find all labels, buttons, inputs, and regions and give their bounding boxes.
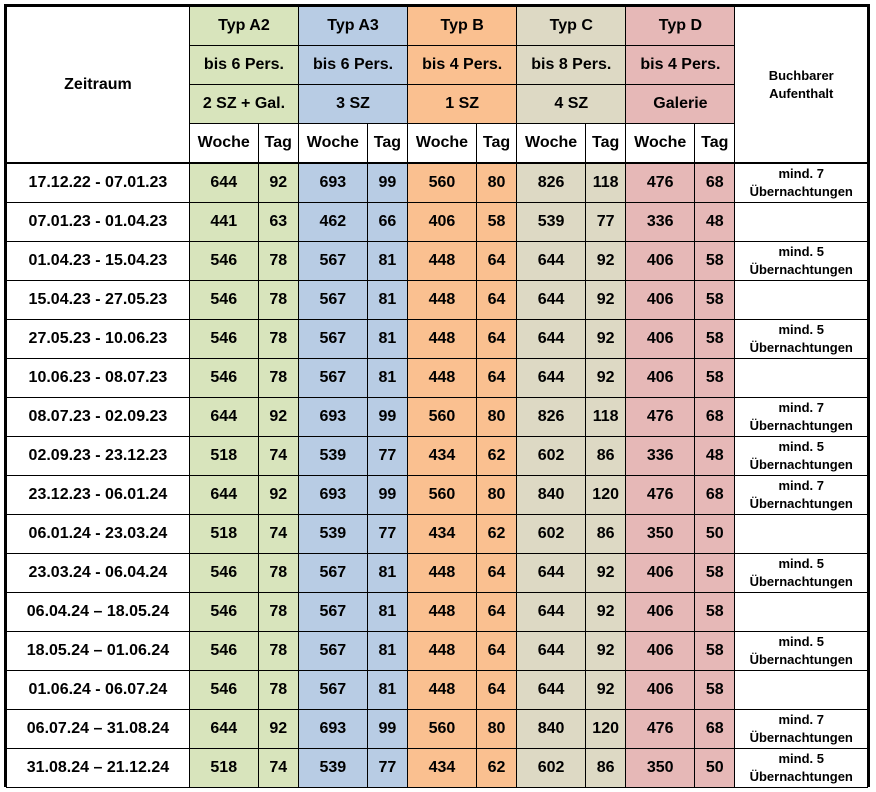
price-table — [6, 6, 868, 788]
price-tag-b: 64 — [476, 593, 516, 632]
price-tag-a2: 74 — [258, 437, 298, 476]
period-cell: 01.06.24 - 06.07.24 — [7, 671, 190, 710]
price-tag-a3: 66 — [367, 203, 407, 242]
price-woche-b: 448 — [408, 554, 477, 593]
price-tag-d: 58 — [695, 593, 735, 632]
price-woche-a2: 546 — [189, 281, 258, 320]
price-woche-a3: 693 — [299, 710, 368, 749]
price-woche-d: 336 — [626, 437, 695, 476]
period-cell: 08.07.23 - 02.09.23 — [7, 398, 190, 437]
table-row — [7, 476, 868, 515]
price-woche-b: 406 — [408, 203, 477, 242]
period-cell: 06.04.24 – 18.05.24 — [7, 593, 190, 632]
table-row — [7, 593, 868, 632]
price-woche-a2: 518 — [189, 515, 258, 554]
stay-note-cell — [735, 593, 868, 632]
type-name-a3: Typ A3 — [299, 7, 408, 46]
price-tag-a3: 81 — [367, 671, 407, 710]
price-woche-d: 406 — [626, 281, 695, 320]
price-woche-a2: 546 — [189, 593, 258, 632]
price-woche-d: 406 — [626, 554, 695, 593]
stay-note-cell — [735, 163, 868, 203]
price-tag-b: 64 — [476, 320, 516, 359]
price-tag-d: 68 — [695, 398, 735, 437]
table-row — [7, 749, 868, 788]
price-tag-c: 92 — [585, 554, 625, 593]
woche-header: Woche — [189, 124, 258, 164]
price-woche-b: 448 — [408, 320, 477, 359]
price-woche-d: 406 — [626, 359, 695, 398]
price-woche-d: 350 — [626, 749, 695, 788]
price-woche-a2: 644 — [189, 163, 258, 203]
stay-note-label: Übernachtungen — [749, 418, 853, 433]
price-woche-a3: 567 — [299, 242, 368, 281]
price-woche-c: 644 — [517, 593, 586, 632]
price-woche-a3: 462 — [299, 203, 368, 242]
period-cell: 23.03.24 - 06.04.24 — [7, 554, 190, 593]
price-woche-d: 406 — [626, 242, 695, 281]
table-row — [7, 359, 868, 398]
price-tag-b: 62 — [476, 437, 516, 476]
price-tag-a2: 78 — [258, 671, 298, 710]
stay-note-cell — [735, 242, 868, 281]
price-tag-d: 68 — [695, 163, 735, 203]
stay-note-cell — [735, 281, 868, 320]
price-woche-c: 644 — [517, 671, 586, 710]
stay-note-label: Übernachtungen — [749, 652, 853, 667]
price-woche-a3: 567 — [299, 632, 368, 671]
period-cell: 07.01.23 - 01.04.23 — [7, 203, 190, 242]
price-woche-d: 476 — [626, 476, 695, 515]
price-tag-b: 80 — [476, 710, 516, 749]
price-woche-a2: 644 — [189, 398, 258, 437]
price-tag-a3: 81 — [367, 359, 407, 398]
price-tag-c: 120 — [585, 476, 625, 515]
type-persons-c: bis 8 Pers. — [517, 46, 626, 85]
price-woche-a2: 518 — [189, 749, 258, 788]
stay-note-cell — [735, 398, 868, 437]
stay-note-min-nights: mind. 5 — [778, 556, 824, 571]
price-tag-c: 118 — [585, 398, 625, 437]
period-cell: 27.05.23 - 10.06.23 — [7, 320, 190, 359]
type-rooms-a3: 3 SZ — [299, 85, 408, 124]
stay-note-label: Übernachtungen — [749, 730, 853, 745]
type-persons-a2: bis 6 Pers. — [189, 46, 298, 85]
stay-note-min-nights: mind. 7 — [778, 478, 824, 493]
price-tag-a2: 92 — [258, 398, 298, 437]
price-tag-d: 50 — [695, 749, 735, 788]
tag-header: Tag — [367, 124, 407, 164]
price-tag-d: 58 — [695, 242, 735, 281]
price-tag-a2: 92 — [258, 710, 298, 749]
period-cell: 01.04.23 - 15.04.23 — [7, 242, 190, 281]
price-tag-a2: 92 — [258, 476, 298, 515]
price-woche-b: 434 — [408, 749, 477, 788]
price-woche-a3: 539 — [299, 515, 368, 554]
price-tag-d: 50 — [695, 515, 735, 554]
period-cell: 06.01.24 - 23.03.24 — [7, 515, 190, 554]
price-woche-a2: 644 — [189, 476, 258, 515]
price-woche-a3: 539 — [299, 749, 368, 788]
price-tag-a3: 81 — [367, 632, 407, 671]
stay-note-cell — [735, 320, 868, 359]
period-cell: 17.12.22 - 07.01.23 — [7, 163, 190, 203]
price-woche-a2: 546 — [189, 554, 258, 593]
price-woche-a2: 644 — [189, 710, 258, 749]
price-tag-c: 92 — [585, 242, 625, 281]
price-woche-c: 644 — [517, 359, 586, 398]
price-tag-d: 58 — [695, 554, 735, 593]
price-woche-c: 644 — [517, 632, 586, 671]
tag-header: Tag — [476, 124, 516, 164]
price-tag-a2: 78 — [258, 632, 298, 671]
price-tag-c: 77 — [585, 203, 625, 242]
price-tag-c: 86 — [585, 515, 625, 554]
price-woche-d: 476 — [626, 163, 695, 203]
stay-note-cell — [735, 515, 868, 554]
price-woche-c: 644 — [517, 554, 586, 593]
stay-note-min-nights: mind. 5 — [778, 244, 824, 259]
price-woche-c: 826 — [517, 398, 586, 437]
price-woche-a3: 539 — [299, 437, 368, 476]
woche-header: Woche — [408, 124, 477, 164]
price-tag-a2: 78 — [258, 242, 298, 281]
price-woche-d: 336 — [626, 203, 695, 242]
stay-note-cell — [735, 710, 868, 749]
tag-header: Tag — [258, 124, 298, 164]
price-tag-c: 86 — [585, 437, 625, 476]
type-name-a2: Typ A2 — [189, 7, 298, 46]
price-tag-d: 58 — [695, 281, 735, 320]
price-woche-d: 476 — [626, 710, 695, 749]
price-woche-b: 448 — [408, 242, 477, 281]
period-cell: 06.07.24 – 31.08.24 — [7, 710, 190, 749]
price-tag-d: 68 — [695, 710, 735, 749]
stay-note-cell — [735, 437, 868, 476]
type-name-d: Typ D — [626, 7, 735, 46]
price-tag-a3: 81 — [367, 242, 407, 281]
stay-note-min-nights: mind. 7 — [778, 166, 824, 181]
price-woche-a3: 693 — [299, 398, 368, 437]
price-tag-a3: 81 — [367, 320, 407, 359]
stay-note-cell — [735, 359, 868, 398]
type-rooms-c: 4 SZ — [517, 85, 626, 124]
price-woche-a2: 546 — [189, 320, 258, 359]
price-woche-b: 560 — [408, 398, 477, 437]
price-tag-c: 92 — [585, 632, 625, 671]
price-woche-b: 560 — [408, 163, 477, 203]
stay-note-cell — [735, 671, 868, 710]
price-tag-b: 62 — [476, 515, 516, 554]
period-cell: 15.04.23 - 27.05.23 — [7, 281, 190, 320]
price-woche-a3: 693 — [299, 163, 368, 203]
price-woche-a3: 567 — [299, 554, 368, 593]
price-tag-b: 64 — [476, 281, 516, 320]
price-tag-c: 86 — [585, 749, 625, 788]
table-row — [7, 554, 868, 593]
price-woche-a3: 567 — [299, 320, 368, 359]
price-tag-a2: 78 — [258, 281, 298, 320]
price-tag-a3: 99 — [367, 710, 407, 749]
type-persons-b: bis 4 Pers. — [408, 46, 517, 85]
price-woche-d: 406 — [626, 632, 695, 671]
price-woche-b: 448 — [408, 632, 477, 671]
price-tag-a3: 77 — [367, 749, 407, 788]
price-woche-b: 448 — [408, 359, 477, 398]
price-tag-c: 92 — [585, 320, 625, 359]
stay-note-label: Übernachtungen — [749, 574, 853, 589]
price-woche-d: 406 — [626, 320, 695, 359]
price-woche-a2: 546 — [189, 632, 258, 671]
price-woche-b: 448 — [408, 671, 477, 710]
price-tag-b: 64 — [476, 632, 516, 671]
price-tag-c: 92 — [585, 593, 625, 632]
price-tag-d: 48 — [695, 437, 735, 476]
price-tag-c: 120 — [585, 710, 625, 749]
price-tag-a3: 81 — [367, 593, 407, 632]
stay-note-cell — [735, 632, 868, 671]
price-woche-c: 602 — [517, 749, 586, 788]
stay-note-min-nights: mind. 7 — [778, 712, 824, 727]
price-tag-b: 80 — [476, 163, 516, 203]
table-body — [7, 163, 868, 788]
table-row — [7, 242, 868, 281]
type-persons-d: bis 4 Pers. — [626, 46, 735, 85]
table-row — [7, 515, 868, 554]
price-woche-c: 539 — [517, 203, 586, 242]
price-tag-c: 92 — [585, 281, 625, 320]
table-row — [7, 671, 868, 710]
woche-header: Woche — [299, 124, 368, 164]
period-cell: 10.06.23 - 08.07.23 — [7, 359, 190, 398]
type-name-c: Typ C — [517, 7, 626, 46]
price-woche-c: 826 — [517, 163, 586, 203]
buchbarer-aufenthalt-header: Buchbarer Aufenthalt — [735, 7, 868, 164]
price-tag-d: 58 — [695, 632, 735, 671]
tag-header: Tag — [585, 124, 625, 164]
price-tag-a3: 99 — [367, 476, 407, 515]
price-woche-a2: 518 — [189, 437, 258, 476]
stay-note-label: Übernachtungen — [749, 496, 853, 511]
price-woche-d: 350 — [626, 515, 695, 554]
price-tag-a3: 77 — [367, 437, 407, 476]
table-row — [7, 437, 868, 476]
stay-note-label: Übernachtungen — [749, 262, 853, 277]
price-woche-a3: 567 — [299, 593, 368, 632]
table-row — [7, 632, 868, 671]
stay-note-label: Übernachtungen — [749, 340, 853, 355]
stay-note-cell — [735, 476, 868, 515]
price-tag-a3: 99 — [367, 398, 407, 437]
price-woche-a3: 567 — [299, 359, 368, 398]
price-tag-c: 92 — [585, 359, 625, 398]
price-tag-a2: 78 — [258, 359, 298, 398]
table-header — [7, 7, 868, 164]
stay-note-min-nights: mind. 5 — [778, 322, 824, 337]
price-woche-c: 602 — [517, 515, 586, 554]
price-tag-d: 48 — [695, 203, 735, 242]
price-tag-b: 80 — [476, 398, 516, 437]
price-woche-d: 476 — [626, 398, 695, 437]
price-tag-a2: 74 — [258, 515, 298, 554]
price-tag-d: 58 — [695, 359, 735, 398]
price-woche-a3: 567 — [299, 281, 368, 320]
table-row — [7, 710, 868, 749]
woche-header: Woche — [626, 124, 695, 164]
price-tag-b: 64 — [476, 554, 516, 593]
price-tag-b: 64 — [476, 359, 516, 398]
stay-note-min-nights: mind. 5 — [778, 751, 824, 766]
price-woche-b: 448 — [408, 593, 477, 632]
stay-note-min-nights: mind. 5 — [778, 439, 824, 454]
price-woche-b: 448 — [408, 281, 477, 320]
price-tag-c: 92 — [585, 671, 625, 710]
woche-header: Woche — [517, 124, 586, 164]
price-tag-a3: 81 — [367, 554, 407, 593]
table-row — [7, 281, 868, 320]
price-tag-b: 80 — [476, 476, 516, 515]
period-cell: 02.09.23 - 23.12.23 — [7, 437, 190, 476]
price-tag-a2: 78 — [258, 554, 298, 593]
stay-note-label: Übernachtungen — [749, 769, 853, 784]
price-tag-b: 58 — [476, 203, 516, 242]
type-rooms-b: 1 SZ — [408, 85, 517, 124]
price-woche-a2: 546 — [189, 242, 258, 281]
type-rooms-d: Galerie — [626, 85, 735, 124]
type-name-b: Typ B — [408, 7, 517, 46]
price-woche-b: 560 — [408, 710, 477, 749]
price-tag-a2: 63 — [258, 203, 298, 242]
stay-note-cell — [735, 203, 868, 242]
stay-note-min-nights: mind. 7 — [778, 400, 824, 415]
price-tag-b: 64 — [476, 671, 516, 710]
period-cell: 18.05.24 – 01.06.24 — [7, 632, 190, 671]
type-rooms-a2: 2 SZ + Gal. — [189, 85, 298, 124]
price-tag-c: 118 — [585, 163, 625, 203]
price-tag-a2: 78 — [258, 593, 298, 632]
price-tag-a3: 99 — [367, 163, 407, 203]
price-tag-a3: 81 — [367, 281, 407, 320]
type-persons-a3: bis 6 Pers. — [299, 46, 408, 85]
price-woche-c: 840 — [517, 710, 586, 749]
price-tag-d: 58 — [695, 671, 735, 710]
price-woche-d: 406 — [626, 671, 695, 710]
price-woche-b: 560 — [408, 476, 477, 515]
price-woche-c: 644 — [517, 320, 586, 359]
stay-note-min-nights: mind. 5 — [778, 634, 824, 649]
table-row — [7, 163, 868, 203]
price-tag-a2: 74 — [258, 749, 298, 788]
stay-note-label: Übernachtungen — [749, 184, 853, 199]
price-woche-c: 840 — [517, 476, 586, 515]
price-woche-c: 644 — [517, 242, 586, 281]
price-tag-d: 58 — [695, 320, 735, 359]
price-woche-d: 406 — [626, 593, 695, 632]
price-woche-a2: 441 — [189, 203, 258, 242]
table-row — [7, 398, 868, 437]
price-tag-a2: 78 — [258, 320, 298, 359]
price-woche-b: 434 — [408, 515, 477, 554]
price-tag-a3: 77 — [367, 515, 407, 554]
table-row — [7, 203, 868, 242]
period-cell: 31.08.24 – 21.12.24 — [7, 749, 190, 788]
price-woche-b: 434 — [408, 437, 477, 476]
period-cell: 23.12.23 - 06.01.24 — [7, 476, 190, 515]
price-tag-a2: 92 — [258, 163, 298, 203]
price-woche-c: 644 — [517, 281, 586, 320]
stay-note-cell — [735, 749, 868, 788]
stay-note-label: Übernachtungen — [749, 457, 853, 472]
price-tag-d: 68 — [695, 476, 735, 515]
table-row — [7, 320, 868, 359]
stay-note-cell — [735, 554, 868, 593]
zeitraum-header: Zeitraum — [7, 7, 190, 164]
price-woche-a2: 546 — [189, 671, 258, 710]
tag-header: Tag — [695, 124, 735, 164]
price-woche-a2: 546 — [189, 359, 258, 398]
price-tag-b: 64 — [476, 242, 516, 281]
price-tag-b: 62 — [476, 749, 516, 788]
price-woche-c: 602 — [517, 437, 586, 476]
price-woche-a3: 693 — [299, 476, 368, 515]
price-woche-a3: 567 — [299, 671, 368, 710]
